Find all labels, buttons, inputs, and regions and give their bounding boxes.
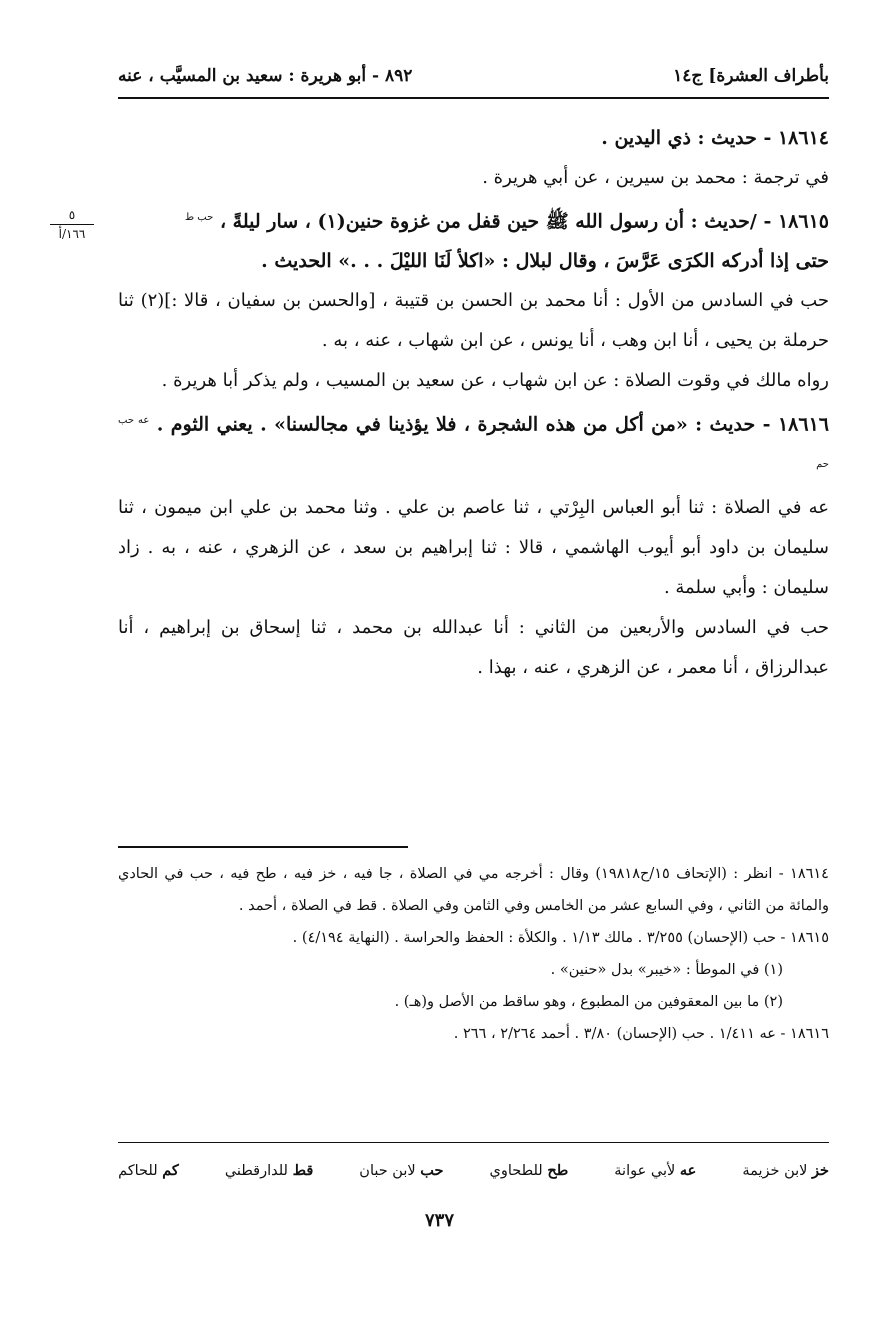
margin-note-rule — [50, 224, 94, 225]
entry-18614-note: في ترجمة : محمد بن سيرين ، عن أبي هريرة . — [482, 167, 829, 188]
legend-item-th: طح للطحاوي — [489, 1161, 569, 1179]
footnotes — [118, 858, 829, 1050]
abbreviation-legend — [118, 1156, 829, 1184]
header-section-title: ٨٩٢ - أبو هريرة : سعيد بن المسيَّب ، عنه — [118, 66, 413, 86]
footnote-separator — [118, 846, 408, 848]
footnote-18614: ١٨٦١٤ - انظر : (الإتحاف ١٥/ح١٩٨١٨) وقال : أخرجه مي في الصلاة ، جا فيه ، خز فيه ، طح فيه ، حب في الحادي والمائة من الثاني ، وفي السابع عشر من الخامس وفي الثامن وفي الصلاة . قط في الصلاة ، أحمد . — [118, 866, 829, 914]
entry-18616-codes: عه حب حم — [118, 415, 829, 470]
margin-note-bottom: ١٦٦/أ — [58, 227, 86, 241]
footnote-18615: ١٨٦١٥ - حب (الإحسان) ٣/٢٥٥ . مالك ١/١٣ . والكلأة : الحفظ والحراسة . (النهاية ٤/١٩٤) . — [292, 930, 829, 946]
legend-item-qt: قط للدارقطني — [224, 1161, 314, 1179]
entry-18615-title — [118, 198, 829, 241]
footnote-2: (٢) ما بين المعقوفين من المطبوع ، وهو ساقط من الأصل و(هـ) . — [394, 994, 783, 1010]
legend-item-khz: خز لابن خزيمة — [742, 1161, 829, 1179]
entry-18615-title-text: ١٨٦١٥ - /حديث : أن رسول الله ﷺ حين قفل من غزوة حنين(١) ، سار ليلةً ، — [219, 210, 829, 233]
legend-item-ah: عه لأبي عوانة — [614, 1161, 697, 1179]
legend-item-hb: حب لابن حبان — [359, 1161, 444, 1179]
entry-18616-title — [118, 401, 829, 488]
entry-18615-title-continued: حتى إذا أدركه الكرَى عَرَّسَ ، وقال لبلال : «اكلأ لَنَا الليْلَ . . .» الحديث . — [261, 250, 829, 273]
legend-item-km: كم للحاكم — [118, 1161, 179, 1179]
entry-18615-codes: حب ط — [184, 212, 214, 223]
entry-18616-title-text: ١٨٦١٦ - حديث : «من أكل من هذه الشجرة ، فلا يؤذينا في مجالسنا» . يعني الثوم . — [156, 413, 829, 436]
main-text — [118, 118, 829, 688]
header-book-title: بأطراف العشرة] ج١٤ — [673, 66, 829, 86]
footnote-1: (١) في الموطأ : «خيبر» بدل «حنين» . — [550, 962, 783, 978]
margin-note-top: ٥ — [68, 208, 76, 222]
entry-18615-isnad-hb: حب في السادس من الأول : أنا محمد بن الحسن بن قتيبة ، [والحسن بن سفيان ، قالا :](٢) ثنا حرملة بن يحيى ، أنا ابن وهب ، أنا يونس ، عن ابن شهاب ، عنه ، به . — [118, 290, 829, 352]
page-number: ٧٣٧ — [424, 1210, 454, 1231]
entry-18615-malik: رواه مالك في وقوت الصلاة : عن ابن شهاب ، عن سعيد بن المسيب ، ولم يذكر أبا هريرة . — [161, 370, 829, 392]
entry-18616-isnad-hb: حب في السادس والأربعين من الثاني : أنا عبدالله بن محمد ، ثنا إسحاق بن إبراهيم ، أنا عبدالرزاق ، أنا معمر ، عن الزهري ، عنه ، بهذا . — [118, 616, 829, 678]
running-header — [118, 55, 829, 99]
entry-18614-title: ١٨٦١٤ - حديث : ذي اليدين . — [601, 127, 829, 149]
footnote-18616: ١٨٦١٦ - عه ١/٤١١ . حب (الإحسان) ٣/٨٠ . أحمد ٢/٢٦٤ ، ٢٦٦ . — [453, 1026, 829, 1042]
margin-folio-note — [50, 208, 94, 241]
entry-18616-isnad-ah: عه في الصلاة : ثنا أبو العباس البِرْتي ، ثنا عاصم بن علي . وثنا محمد بن علي ابن ميمون ، ثنا سليمان بن داود أبو أيوب الهاشمي ، قالا : ثنا إبراهيم بن سعد ، عن الزهري ، عنه ، به . زاد سليمان : وأبي سلمة . — [118, 496, 829, 598]
legend-separator — [118, 1142, 829, 1143]
